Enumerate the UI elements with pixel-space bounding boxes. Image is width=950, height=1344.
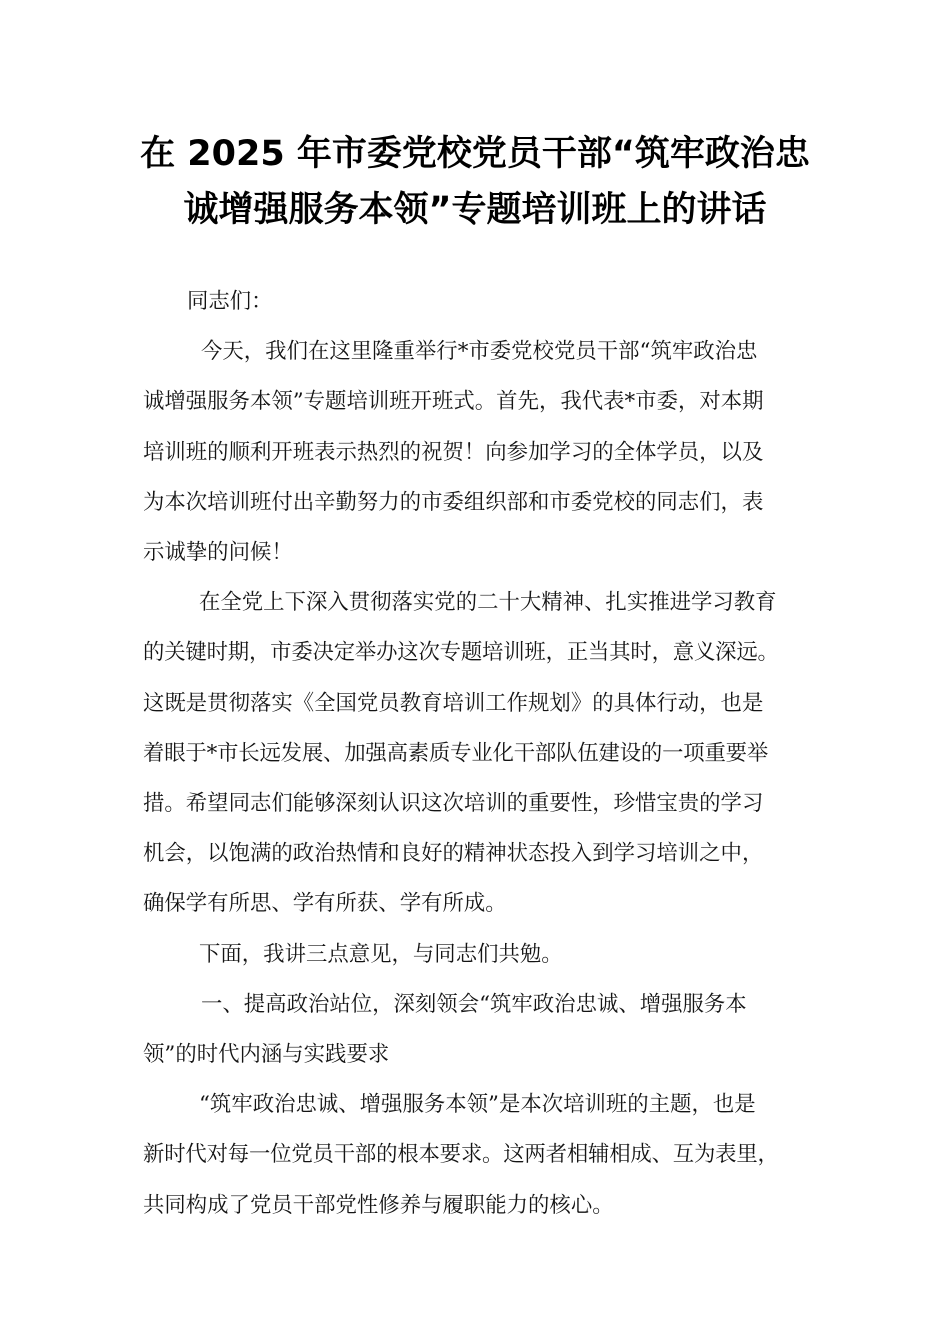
paragraph-line: 今天，我们在这里隆重举行*市委党校党员干部“筑牢政治忠	[201, 339, 758, 365]
paragraph-line: 在全党上下深入贯彻落实党的二十大精神、扎实推进学习教育	[199, 590, 777, 616]
paragraph-line: 措。希望同志们能够深刻认识这次培训的重要性，珍惜宝贵的学习	[143, 791, 764, 817]
paragraph-line: 着眼于*市长远发展、加强高素质专业化干部队伍建设的一项重要举	[143, 740, 769, 766]
paragraph-line: 的关键时期，市委决定举办这次专题培训班，正当其时，意义深远。	[143, 640, 779, 666]
document-title	[100, 126, 850, 238]
paragraph-line: 共同构成了党员干部党性修养与履职能力的核心。	[143, 1192, 614, 1218]
paragraph-line: “筑牢政治忠诚、增强服务本领”是本次培训班的主题，也是	[199, 1092, 756, 1118]
paragraph-line: 示诚挚的问候！	[143, 540, 293, 566]
paragraph-line: 新时代对每一位党员干部的根本要求。这两者相辅相成、互为表里，	[143, 1142, 779, 1168]
paragraph-line: 确保学有所思、学有所获、学有所成。	[143, 891, 507, 917]
paragraph-line: 机会，以饱满的政治热情和良好的精神状态投入到学习培训之中，	[143, 841, 764, 867]
paragraph-line: 为本次培训班付出辛勤努力的市委组织部和市委党校的同志们，表	[143, 489, 764, 515]
paragraph-line: 这既是贯彻落实《全国党员教育培训工作规划》的具体行动，也是	[143, 690, 764, 716]
title-line-1: 在 2025 年市委党校党员干部“筑牢政治忠	[140, 134, 810, 174]
salutation: 同志们：	[187, 289, 273, 314]
title-line-2: 诚增强服务本领”专题培训班上的讲话	[183, 190, 767, 230]
paragraph-line: 下面，我讲三点意见，与同志们共勉。	[199, 941, 563, 967]
section-heading-line: 一、提高政治站位，深刻领会“筑牢政治忠诚、增强服务本	[201, 991, 747, 1017]
paragraph-line: 培训班的顺利开班表示热烈的祝贺！向参加学习的全体学员，以及	[143, 439, 764, 465]
document-body	[143, 277, 811, 1231]
paragraph-line: 诚增强服务本领”专题培训班开班式。首先，我代表*市委，对本期	[143, 389, 764, 415]
section-heading-line: 领”的时代内涵与实践要求	[143, 1042, 390, 1068]
